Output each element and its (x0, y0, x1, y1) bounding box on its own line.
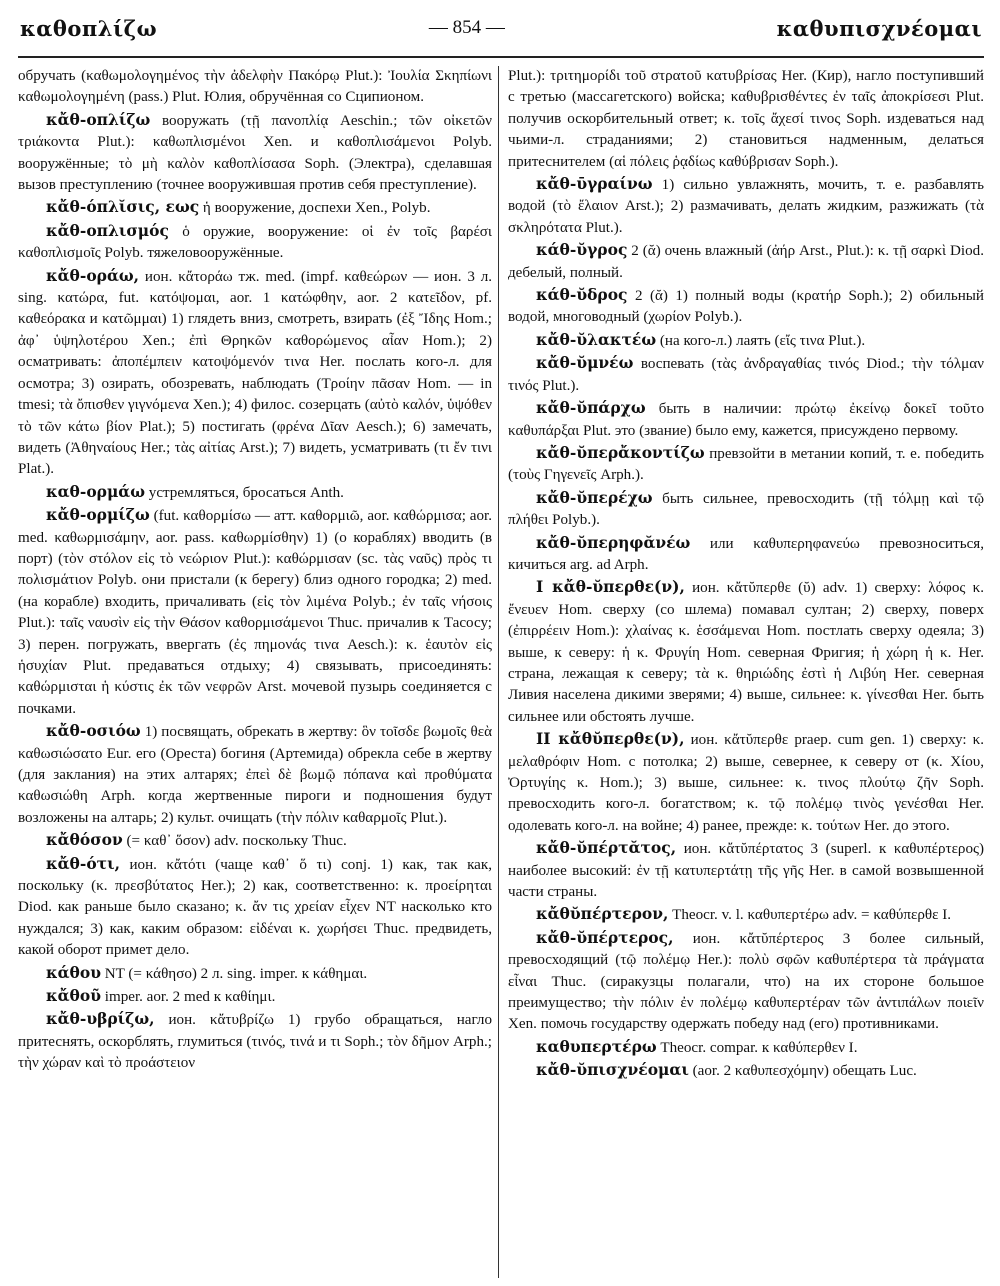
dictionary-entry (18, 265, 492, 481)
entry-definition: превзойти в метании копий, т. е. победить (τοὺς Γηγενεῖς Arph.). (508, 445, 984, 484)
entry-definition: 2 (ᾰ) 1) полный воды (κρατήρ Soph.); 2) обильный водой, многоводный (χωρίον Polyb.). (508, 288, 984, 326)
entry-definition: 1) посвящать, обрекать в жертву: ὃν τοῖσδε βωμοῖς θεὰ καθωσιώσατο Eur. его (Ореста) богиня (Артемида) обрекла себе в жертву (для заклания) на этих алтарях; ἐπεὶ δὲ βωμῷ πόπανα καὶ προθύματα καθωσιώθη Arph. когда жертвенные пироги и подношения будут возложены на алтарь; 2) культ. очищать (τὴν πόλιν καθαρμοῖς Plut.). (18, 724, 492, 826)
entry-headword: II κἄθῠπερθε(ν), (536, 729, 685, 749)
dictionary-entry (18, 720, 492, 829)
entry-definition: ион. κἄτῠπέρτατος 3 (superl. к καθυπέρτερος) наиболее высокий: ἐν τῇ κατυπερτάτῃ τῆς γῆς Her. в самой возвышенной части страны. (508, 841, 984, 901)
header-left-guide-word: καθοπλίζω (20, 15, 158, 41)
entry-headword: κἄθῠπέρτερον, (536, 904, 669, 924)
entry-headword: κάθου (46, 962, 101, 982)
entry-headword: κἄθ-ότι, (46, 853, 120, 873)
column-divider (498, 66, 499, 1278)
dictionary-entry (508, 837, 984, 903)
entry-definition: ион. κἄτότι (чаще καθ᾽ ὅ τι) conj. 1) как, так как, поскольку (κ. πρεσβύτατος Her.); 2) как, соответственно: κ. προείρηται Diod. как раньше было сказано; κ. ἄν τις χρείαν εἶχεν NT насколько кто нуждался; 3) как, каким образом: εἰδέναι κ. χωρήσει Thuc. предвидеть, какой оборот примет дело. (18, 856, 492, 959)
entry-headword: κἄθ-ῠμνέω (536, 353, 634, 373)
entry-definition: Theocr. v. l. καθυπερτέρω adv. = καθύπερθε I. (668, 907, 952, 924)
entry-headword: κἄθ-οπλισμός (46, 220, 169, 240)
entry-headword: κἄθ-ῠπέρτᾰτος, (536, 838, 677, 858)
entry-definition: быть в наличии: πρώτῳ ἐκείνῳ δοκεῖ τοῦτο καθυπάρξαι Plut. это (звание) было ему, кажется, присуждено первому. (508, 401, 984, 439)
entry-headword: κἄθόσον (46, 830, 123, 850)
entry-definition: (fut. καθορμίσω — атт. καθορμιῶ, aor. καθώρμισα; aor. med. καθωρμισάμην, aor. pass. καθωρμίσθην) 1) (о кораблях) вводить (в порт) (τὸν στόλον εἰς τὸ νεώριον Plut.): καθώρμισαν (sc. τὰς ναῦς) πρὸς τι πολισμάτιον Polyb. они пристали (к берегу) близ одного городка; 2) med. (на корабле) входить, причаливать (εἰς τὸν λιμένα Polyb.; ἐν ταῖς νήσοις Plut.): ταῖς ναυσὶν εἰς τὴν Θάσον καθορμισάμενοι Thuc. причалив к Тасосу; 3) перен. погружать, ввергать (ἐς πημονάς τινα Aesch.): κ. ἑαυτὸν εἰς ἡσυχίαν Plut. предаваться отдыху; 4) связывать, присоединять: καθώρμισται ἡ κύστις ἐκ τῶν νεφρῶν Arst. мочевой пузырь соединяется с почками. (18, 508, 492, 717)
entry-headword: κἄθ-οράω, (46, 265, 140, 285)
dictionary-entry (508, 927, 984, 1036)
dictionary-entry (508, 239, 984, 284)
dictionary-entry (508, 903, 984, 926)
page-header (20, 10, 982, 46)
entry-definition: Plut.): τριτημορίδι τοῦ στρατοῦ κατυβρίσας Her. (Кир), нагло поступивший с третью (массагетского) войска; καθυβρισθέντες ἐν ταῖς ἀποκρίσεσι Plut. получив оскорбительный ответ; κ. τοῖς ἄχεσί τινος Soph. издеваться над чьими-л. страданиями; 2) становиться надменным, делаться притеснителем (αἱ πόλεις ῥᾳδίως καθύβρισαν Soph.). (508, 68, 984, 170)
entry-headword: κἄθοῦ (46, 986, 101, 1006)
entry-headword: κἄθ-ῠλακτέω (536, 329, 657, 349)
dictionary-entry (508, 352, 984, 397)
left-column (18, 66, 492, 1075)
entry-definition: 1) сильно увлажнять, мочить, т. е. разбавлять водой (τὸ ἔλαιον Arst.); 2) размачивать, делать жидким, разжижать (τὰ σκληρότατα Plut.). (508, 177, 984, 236)
dictionary-entry (18, 481, 492, 504)
entry-definition: NT (= κάθησο) 2 л. sing. imper. к κάθημαι. (100, 965, 368, 982)
entry-definition: ион. κἄτυβρίζω 1) грубо обращаться, нагло притеснять, оскорблять, глумиться (τινός, τινά и τι Soph.; τὸν δῆμον Arph.; τὴν χώραν καὶ τὸ προάστειον (18, 1012, 492, 1072)
entry-definition: или καθυπερηφανεύω превозноситься, кичиться arg. ad Arph. (508, 535, 984, 573)
entry-definition: быть сильнее, превосходить (τῇ τόλμῃ καὶ τῷ πλήθει Polyb.). (508, 490, 984, 529)
entry-definition: обручать (καθωμολογημένος τὴν ἀδελφὴν Πακόρῳ Plut.): Ἰουλία Σκηπίωνι καθωμολογημένη (pass.) Plut. Юлия, обручённая со Сципионом. (18, 68, 492, 106)
dictionary-entry (508, 532, 984, 577)
dictionary-entry (18, 196, 492, 219)
dictionary-entry (508, 329, 984, 352)
dictionary-entry (18, 829, 492, 852)
dictionary-entry (18, 66, 492, 109)
entry-headword: κἄθ-οπλίζω (46, 109, 151, 129)
entry-definition: ион. κἄτῠπερθε (ῠ) adv. 1) сверху: λόφος κ. ἔνευεν Hom. сверху (со шлема) помавал султан; 2) сверху, поверх (ἐπιρρέειν Hom.): χλαίνας κ. ἑσσάμεναι Hom. постлать сверху одеяла; 3) выше, к северу: ἡ κ. Φρυγίη Hom. северная Фригия; ἡ χώρη ἡ κ. Her. страна, лежащая к северу; τὰ κ. θηριώδης ἐστὶ ἡ Λιβύη Her. северная Ливия населена дикими зверями; 4) выше, сильнее: κ. γίνεσθαι Her. быть сильнее или обстоять лучше. (508, 580, 985, 725)
header-rule (18, 56, 984, 58)
dictionary-entry (18, 962, 492, 985)
dictionary-entry (508, 173, 984, 239)
entry-headword: κἄθ-ῠπισχνέομαι (536, 1060, 689, 1080)
entry-definition: вооружать (τῇ πανοπλίᾳ Aeschin.; τῶν οἰκετῶν τριάκοντα Plut.): καθωπλισμένοι Xen. и καθοπλισάμενοι Polyb. вооружённые; τὸ μὴ καλὸν καθοπλίσασα Soph. (Электра), сделавшая вызов преступлению (точнее вооружившая против себя преступление). (18, 112, 492, 194)
entry-headword: κἄθ-ῠπάρχω (536, 398, 646, 418)
entry-headword: κἄθ-υβρίζω, (46, 1009, 155, 1029)
dictionary-entry (18, 985, 492, 1008)
dictionary-entry (508, 576, 984, 728)
entry-definition: (aor. 2 καθυπεσχόμην) обещать Luc. (688, 1063, 917, 1080)
entry-headword: καθ-ορμάω (46, 481, 145, 501)
entry-definition: Theocr. compar. к καθύπερθεν I. (656, 1039, 858, 1056)
entry-headword: κἄθ-ῠπερἄκοντίζω (536, 442, 705, 462)
dictionary-entry (508, 66, 984, 173)
page-number: — 854 — (428, 17, 505, 38)
entry-headword: κἄθ-ῠπέρτερος, (536, 927, 674, 947)
entry-definition: воспевать (τὰς ἀνδραγαθίας τινός Diod.; τὴν τόλμαν τινός Plut.). (508, 356, 984, 394)
entry-headword: κἄθ-οσιόω (46, 721, 141, 741)
dictionary-entry (508, 284, 984, 329)
entry-definition: устремляться, бросаться Anth. (145, 484, 344, 501)
entry-headword: κἄθ-ῡγραίνω (536, 174, 653, 194)
entry-definition: imper. aor. 2 med к καθίημι. (100, 989, 276, 1006)
entry-headword: κἄθ-όπλῐσις, εως (46, 197, 200, 217)
dictionary-entry (508, 442, 984, 487)
header-right-guide-word: καθυπισχνέομαι (776, 15, 982, 41)
entry-headword: κάθ-ῠδρος (536, 285, 628, 305)
dictionary-entry (18, 220, 492, 265)
right-column (508, 66, 984, 1083)
entry-definition: 2 (ᾰ) очень влажный (ἀήρ Arst., Plut.): κ. τῇ σαρκὶ Diod. дебелый, полный. (508, 243, 984, 281)
dictionary-entry (508, 1059, 984, 1082)
entry-headword: κἄθ-ῠπερέχω (536, 487, 653, 507)
dictionary-entry (18, 504, 492, 720)
dictionary-entry (18, 853, 492, 962)
dictionary-entry (508, 1036, 984, 1059)
entry-headword: καθυπερτέρω (536, 1036, 657, 1056)
entry-definition: (на кого-л.) лаять (εἴς τινα Plut.). (656, 332, 866, 349)
entry-definition: ὁ оружие, вооружение: οἱ ἐν τοῖς βαρέσι καθοπλισμοῖς Polyb. тяжеловооружённые. (18, 223, 492, 262)
dictionary-entry (18, 109, 492, 197)
entry-definition: ион. κἄτῠπερθε praep. cum gen. 1) сверху: κ. μελαθρόφιν Hom. с потолка; 2) выше, севернее, к северу от (κ. Χίου, Ὀρτυγίης κ. Hom.); 3) выше, сильнее: κ. τινος πλούτῳ ζῆν Soph. превосходить кого-л. богатством; κ. τῷ πολέμῳ τινὸς γενέσθαι Her. одолевать кого-л. на войне; 4) ранее, прежде: κ. τούτων Her. до этого. (508, 732, 984, 834)
entry-definition: ἡ вооружение, доспехи Xen., Polyb. (199, 200, 431, 217)
entry-headword: κἄθ-ῠπερηφᾰνέω (536, 532, 691, 552)
entry-definition: ион. κἄτῠπέρτερος 3 более сильный, превосходящий (τῷ πολέμῳ Her.): πολὺ σφῶν καθυπέρτερα τὰ πράγματα εἶναι Thuc. (сиракузцы полагали, что) на их стороне большое преимущество; τὴν πόλιν ἐν πολέμῳ καθυπερτέραν τῶν ἀντιπάλων ποιεῖν Xen. помочь государству одержать победу над (его) противниками. (508, 930, 984, 1033)
dictionary-entry (508, 728, 984, 837)
dictionary-entry (18, 1008, 492, 1074)
entry-definition: ион. κἄτοράω тж. med. (impf. καθεώρων — ион. 3 л. sing. κατώρα, fut. κατόψομαι, aor. 1 κατώφθην, aor. 2 κατεῖδον, pf. καθεόρακα и κατῶμμαι) 1) глядеть вниз, смотреть, взирать (ἐξ Ἴδης Hom.; ἀφ᾽ ὑψηλοτέρου Xen.; ἐπὶ Θρηκῶν καθορώμενος αἶαν Hom.); 2) осматривать: ἀποπέμπειν κατοψόμενόν τινα Her. послать кого-л. для осмотра; 3) озирать, обозревать, наблюдать (Τροίην πᾶσαν Hom. — in tmesi; τὰ ὄπισθεν γιγνόμενα Xen.); 4) филос. созерцать (αὐτὸ καλόν, ὑψόθεν τὸ τῶν κάτω βίον Plat.); 5) постигать (φρένα Δῖαν Aesch.); 6) замечать, видеть (Ἀθηναίους Her.; τὰς αἰτίας Arst.); 7) видеть, усматривать (τι ἔν τινι Plat.). (18, 268, 492, 478)
entry-headword: I κἄθ-ῠπερθε(ν), (536, 577, 685, 597)
dictionary-entry (508, 397, 984, 442)
entry-headword: κάθ-ῠγρος (536, 240, 628, 260)
entry-definition: (= καθ᾽ ὅσον) adv. поскольку Thuc. (122, 833, 347, 850)
entry-headword: κἄθ-ορμίζω (46, 505, 150, 525)
dictionary-entry (508, 487, 984, 532)
